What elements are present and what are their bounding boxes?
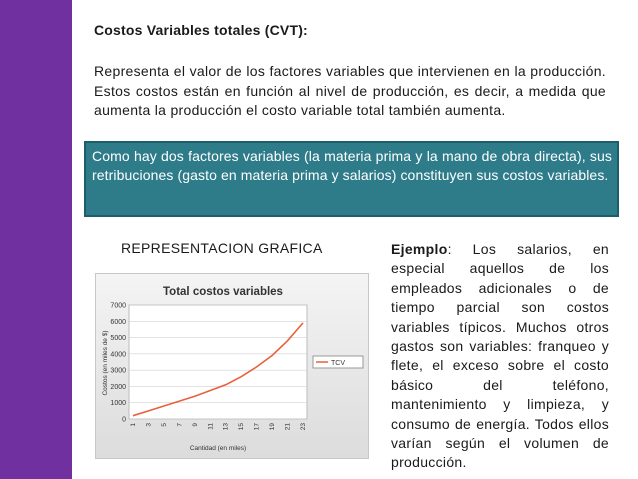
y-tick-label: 4000 <box>110 351 126 359</box>
y-tick-label: 1000 <box>110 400 126 408</box>
info-box-text: Como hay dos factores variables (la materia prima y la mano de obra directa), sus retribuciones (gasto en materia prima y salarios) constituyen sus costos variables. <box>92 148 612 183</box>
example-text <box>391 240 609 479</box>
x-tick-label: 21 <box>284 423 292 431</box>
y-tick-label: 7000 <box>110 302 126 310</box>
chart-title: Total costos variables <box>163 286 283 298</box>
x-tick-label: 9 <box>191 423 199 427</box>
y-tick-label: 0 <box>122 416 126 424</box>
x-tick-label: 23 <box>300 423 307 431</box>
slide-title: Costos Variables totales (CVT): <box>94 22 308 38</box>
x-tick-label: 1 <box>130 423 137 427</box>
tcv-chart <box>95 273 369 459</box>
y-tick-label: 2000 <box>110 383 126 391</box>
tcv-chart-svg <box>95 273 369 459</box>
x-axis-label: Cantidad (en miles) <box>189 445 247 452</box>
x-tick-label: 7 <box>176 423 184 427</box>
x-tick-label: 19 <box>269 423 277 431</box>
x-tick-label: 5 <box>160 423 168 427</box>
x-tick-label: 11 <box>207 423 215 430</box>
y-tick-label: 5000 <box>110 335 126 343</box>
legend-label: TCV <box>331 360 345 367</box>
x-tick-label: 13 <box>222 423 230 431</box>
plot-area <box>129 305 307 419</box>
purple-sidebar <box>0 0 72 479</box>
example-body: : Los salarios, en especial aquellos de los empleados adicionales o de tiempo parcial son costos variables típicos. Muchos otros gastos son variables: franqueo y flete, el exceso sobre el costo básico del teléfono, mantenimiento y limpieza, y consumo de energía. Todos ellos varían según el volumen de producción. <box>391 241 609 471</box>
representation-heading: REPRESENTACION GRAFICA <box>121 240 323 256</box>
definition-paragraph: Representa el valor de los factores variables que intervienen en la producción. Estos costos están en función al nivel de producción, es decir, a medida que aumenta la producción el costo variable total también aumenta. <box>94 63 606 118</box>
y-tick-label: 6000 <box>110 318 126 326</box>
y-axis-label: Costos (en miles de $) <box>102 330 109 396</box>
example-label: Ejemplo <box>391 241 448 257</box>
x-tick-label: 15 <box>238 423 246 431</box>
y-tick-label: 3000 <box>110 367 126 375</box>
x-tick-label: 3 <box>145 423 153 427</box>
x-tick-label: 17 <box>253 423 261 431</box>
